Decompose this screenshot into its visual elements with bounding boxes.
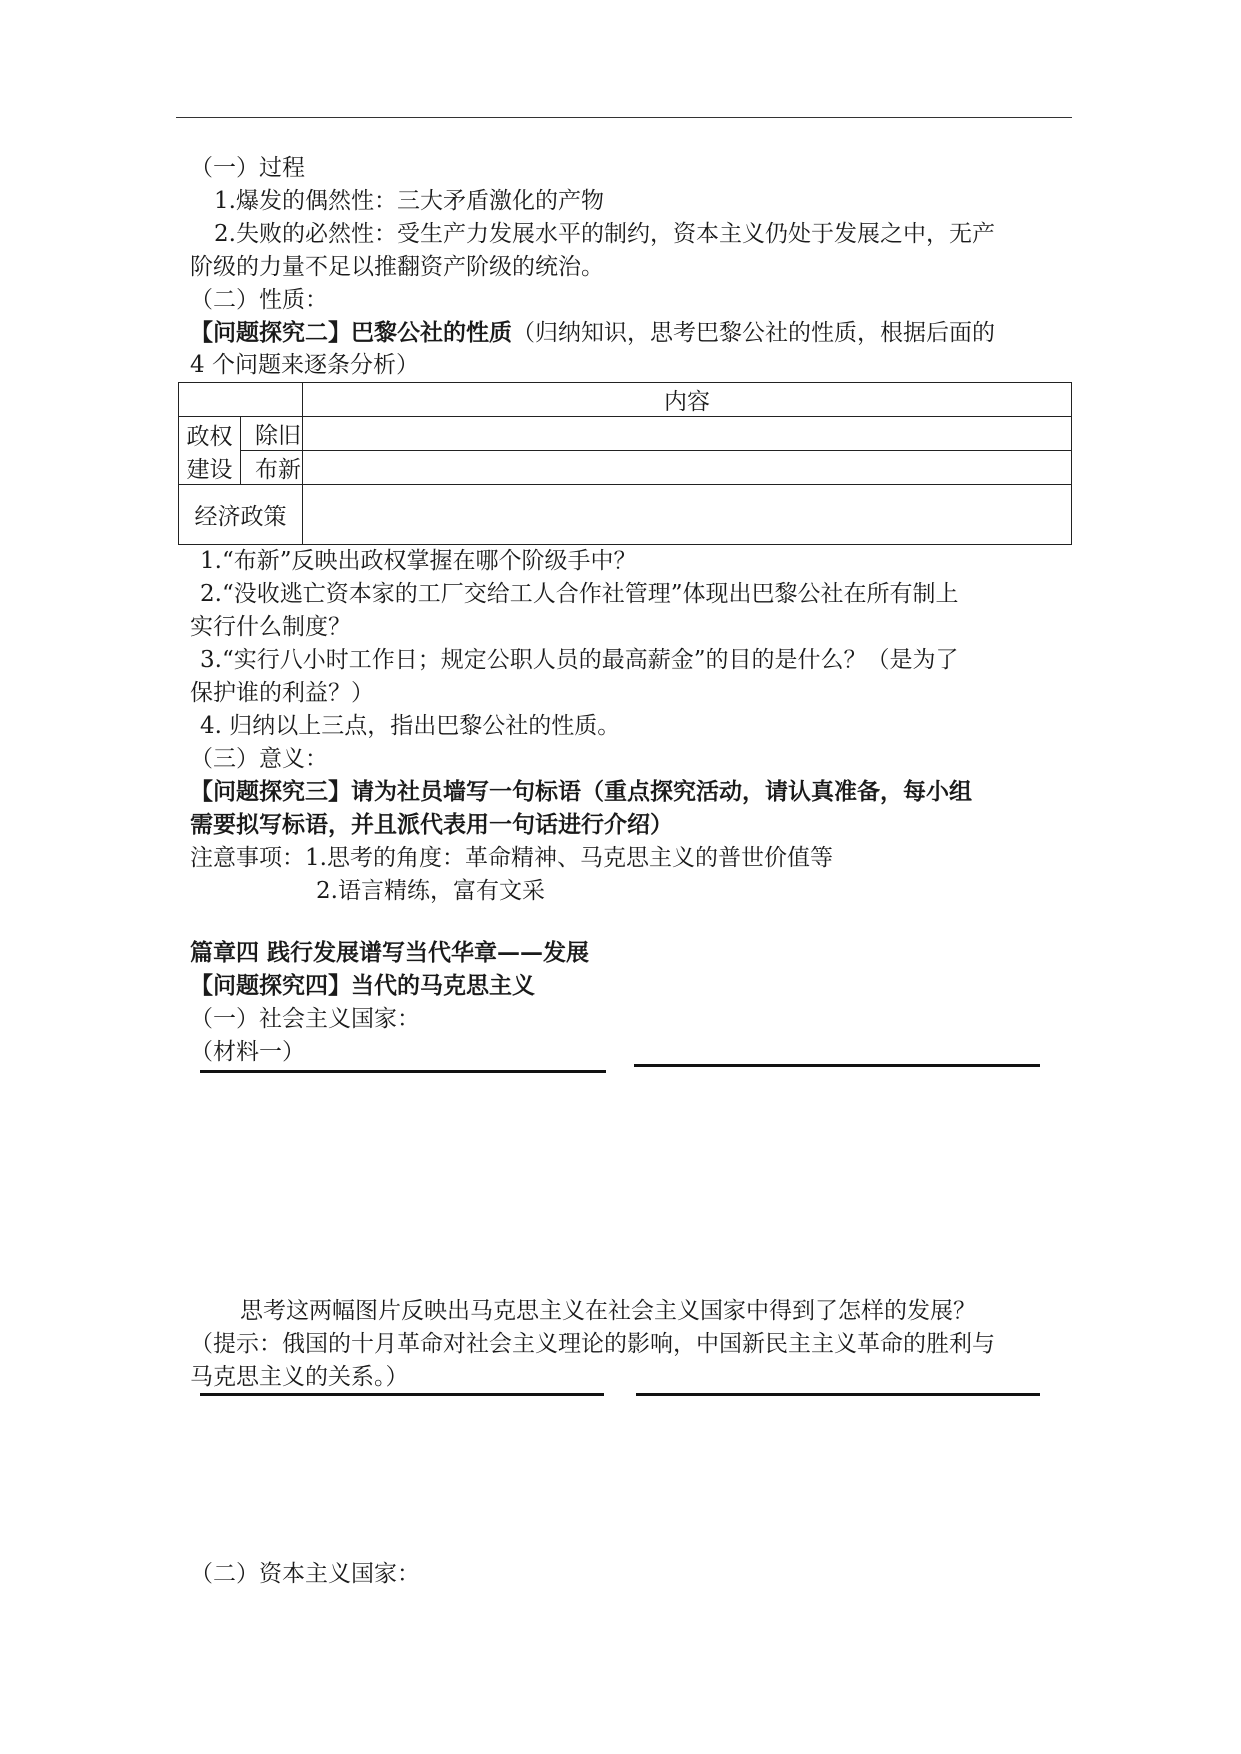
table-header-content: 内容 — [303, 383, 1072, 417]
table-row-economic-policy: 经济政策 — [179, 485, 303, 545]
table-cell-economic-policy-content[interactable] — [303, 485, 1072, 545]
hint-line-2: 马克思主义的关系。） — [190, 1364, 409, 1390]
question-2-cont: 实行什么制度？ — [190, 614, 351, 640]
notes-item-2: 2.语言精练，富有文采 — [316, 878, 545, 904]
inquiry-4-line — [190, 970, 535, 1002]
inquiry-3-title: 【问题探究三】请为社员墙写一句标语（重点探究活动，请认真准备，每小组 — [190, 778, 972, 805]
inquiry-3-title-cont: 需要拟写标语，并且派代表用一句话进行介绍） — [190, 811, 673, 838]
section-significance-heading: （三）意义： — [190, 746, 328, 772]
header-rule — [176, 117, 1072, 118]
question-2: 2.“没收逃亡资本家的工厂交给工人合作社管理”体现出巴黎公社在所有制上 — [200, 581, 959, 607]
capitalist-countries-heading: （二）资本主义国家： — [190, 1561, 420, 1587]
commune-nature-table — [178, 382, 1072, 545]
inquiry-2-instruction: （归纳知识，思考巴黎公社的性质，根据后面的 — [512, 320, 995, 346]
section-nature-heading: （二）性质： — [190, 287, 328, 313]
table-cell-abolish-old-content[interactable] — [303, 417, 1072, 451]
inquiry-2-instruction-cont: 4 个问题来逐条分析） — [190, 352, 419, 378]
table-row-regime-building: 政权建设 — [179, 417, 241, 485]
table-corner-cell — [179, 383, 303, 417]
chapter-4-title: 篇章四 践行发展谱写当代华章——发展 — [190, 939, 590, 966]
inquiry-2-title: 【问题探究二】巴黎公社的性质 — [190, 319, 512, 346]
image-placeholder-line-left — [200, 1070, 606, 1073]
answer-line-left[interactable] — [200, 1393, 604, 1396]
think-question: 思考这两幅图片反映出马克思主义在社会主义国家中得到了怎样的发展？ — [240, 1298, 976, 1324]
question-4: 4. 归纳以上三点，指出巴黎公社的性质。 — [200, 713, 621, 739]
socialist-countries-heading: （一）社会主义国家： — [190, 1006, 420, 1032]
image-placeholder-line-right — [634, 1064, 1040, 1067]
process-item-2-cont: 阶级的力量不足以推翻资产阶级的统治。 — [190, 254, 604, 280]
inquiry-4-title: 当代的马克思主义 — [351, 972, 535, 999]
question-1: 1.“布新”反映出政权掌握在哪个阶级手中？ — [200, 548, 637, 574]
inquiry-4-label: 【问题探究四】 — [190, 972, 351, 999]
section-process-heading: （一）过程 — [190, 155, 305, 181]
answer-line-right[interactable] — [636, 1393, 1040, 1396]
question-3-cont: 保护谁的利益？） — [190, 680, 374, 706]
table-row-establish-new: 布新 — [241, 451, 303, 485]
process-item-2: 2.失败的必然性：受生产力发展水平的制约，资本主义仍处于发展之中，无产 — [214, 221, 995, 247]
notes-item-1: 注意事项：1.思考的角度：革命精神、马克思主义的普世价值等 — [190, 845, 833, 871]
table-row-abolish-old: 除旧 — [241, 417, 303, 451]
question-3: 3.“实行八小时工作日；规定公职人员的最高薪金”的目的是什么？（是为了 — [200, 647, 959, 673]
hint-line-1: （提示：俄国的十月革命对社会主义理论的影响，中国新民主主义革命的胜利与 — [190, 1331, 995, 1357]
process-item-1: 1.爆发的偶然性：三大矛盾激化的产物 — [214, 188, 604, 214]
inquiry-2-line — [190, 317, 995, 349]
table-cell-establish-new-content[interactable] — [303, 451, 1072, 485]
material-1-label: （材料一） — [190, 1039, 305, 1065]
